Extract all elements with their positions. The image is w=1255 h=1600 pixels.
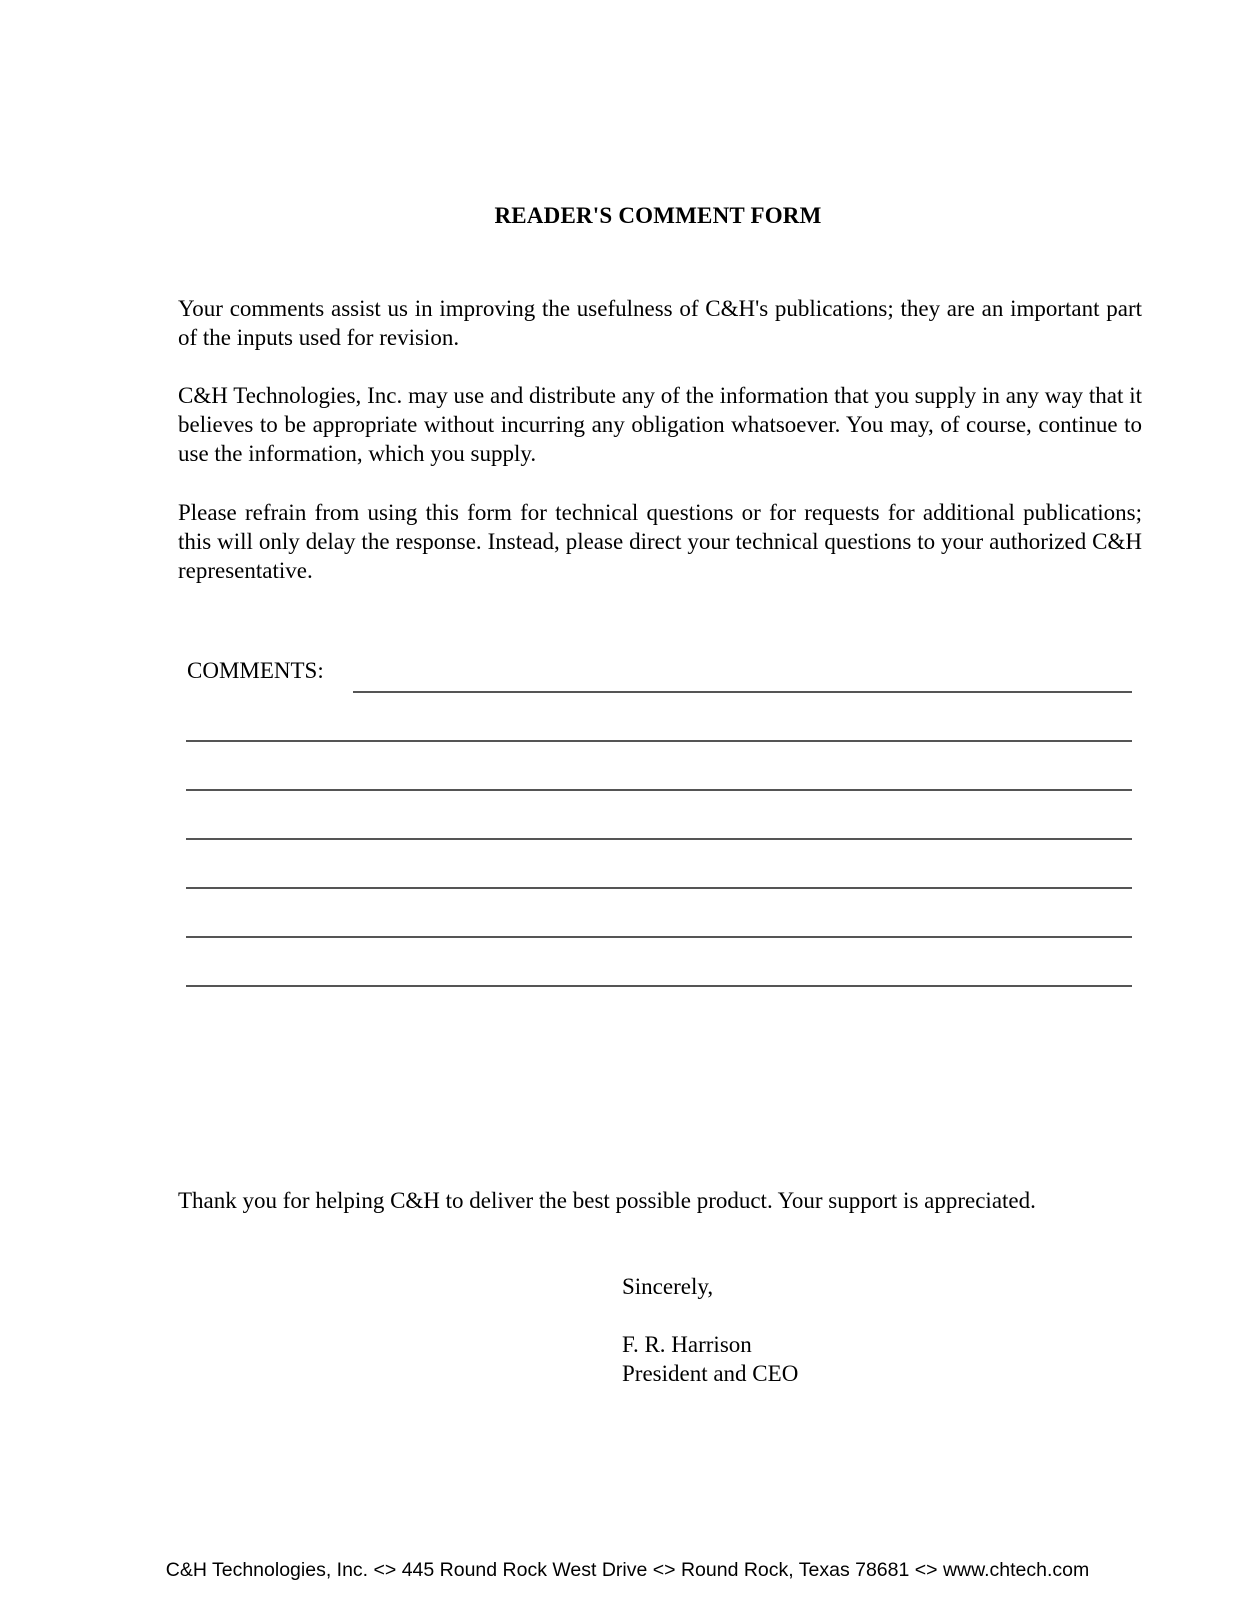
comment-line-3[interactable] [186,789,1132,791]
signer-title: President and CEO [622,1361,799,1386]
signer-name: F. R. Harrison [622,1332,752,1357]
comment-line-4[interactable] [186,838,1132,840]
comment-line-7[interactable] [186,985,1132,987]
instructions-paragraph: Please refrain from using this form for technical questions or for requests for additional publications; this will only delay the response. Instead, please direct your technical questions to your authorized C&H representative. [178,500,1142,583]
comments-label: COMMENTS: [187,658,324,683]
form-title: READER'S COMMENT FORM [494,203,822,228]
comment-line-2[interactable] [186,740,1132,742]
thank-you-text: Thank you for helping C&H to deliver the best possible product. Your support is appreciated. [178,1188,1036,1213]
comment-line-6[interactable] [186,936,1132,938]
footer-address: C&H Technologies, Inc. <> 445 Round Rock West Drive <> Round Rock, Texas 78681 <> www.chtech.com [165,1559,1090,1581]
comment-line-5[interactable] [186,887,1132,889]
comment-line-1[interactable] [353,691,1132,693]
intro-paragraph: Your comments assist us in improving the usefulness of C&H's publications; they are an important part of the inputs used for revision. [178,296,1142,350]
usage-paragraph: C&H Technologies, Inc. may use and distribute any of the information that you supply in any way that it believes to be appropriate without incurring any obligation whatsoever. You may, of course, continue to use the information, which you supply. [178,383,1142,466]
sincerely-text: Sincerely, [622,1274,714,1299]
